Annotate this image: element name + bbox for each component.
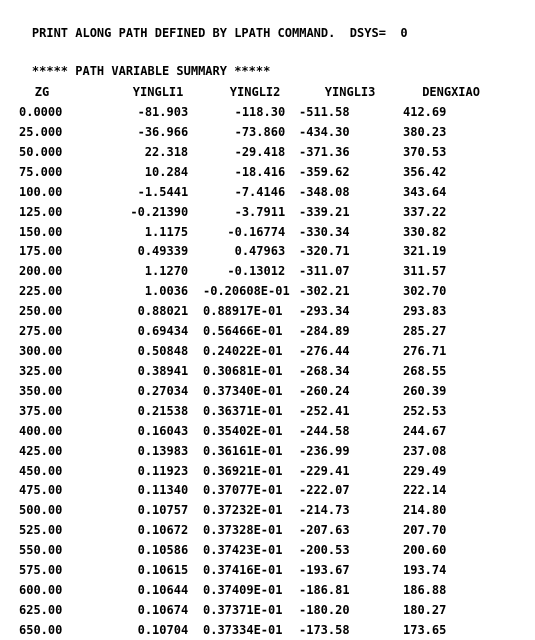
- table-cell-yingli2: -0.13012: [227, 264, 286, 279]
- table-cell-yingli2: 0.37409E-01: [203, 583, 283, 598]
- table-cell-dengxiao: 343.64: [403, 184, 447, 199]
- table-cell-yingli1: 0.13983: [137, 443, 189, 458]
- table-cell-dengxiao: 268.55: [403, 363, 447, 378]
- table-cell-yingli2: -18.416: [234, 164, 286, 179]
- table-cell-zg: 0.0000: [19, 105, 63, 119]
- table-cell-yingli1: -36.966: [137, 124, 189, 139]
- table-cell-dengxiao: 173.65: [403, 622, 447, 637]
- table-cell-zg: 300.00: [19, 344, 63, 359]
- table-cell-yingli1: 0.10704: [137, 622, 189, 637]
- summary-title-text: ***** PATH VARIABLE SUMMARY *****: [31, 63, 271, 78]
- table-cell-yingli3: -434.30: [299, 124, 350, 139]
- table-cell-zg: 175.00: [19, 244, 63, 259]
- table-cell-yingli1: 0.69434: [137, 324, 189, 339]
- table-cell-yingli3: -330.34: [299, 224, 350, 239]
- table-cell-dengxiao: 222.14: [403, 483, 447, 498]
- table-cell-dengxiao: 193.74: [403, 563, 447, 578]
- table-cell-yingli3: -339.21: [299, 204, 350, 219]
- table-cell-yingli3: -222.07: [299, 483, 350, 498]
- table-cell-dengxiao: 302.70: [403, 284, 447, 299]
- table-cell-yingli1: 0.10672: [137, 523, 189, 538]
- table-cell-zg: 400.00: [19, 423, 63, 438]
- table-cell-yingli3: -229.41: [299, 463, 350, 478]
- table-cell-yingli1: 0.11340: [137, 483, 189, 498]
- table-cell-zg: 125.00: [19, 204, 63, 219]
- table-cell-dengxiao: 252.53: [403, 403, 447, 418]
- table-cell-yingli1: 0.50848: [137, 344, 189, 359]
- table-cell-yingli3: -193.67: [299, 563, 350, 578]
- table-cell-zg: 575.00: [19, 563, 63, 578]
- table-cell-dengxiao: 244.67: [403, 423, 447, 438]
- table-cell-yingli2: -0.20608E-01: [203, 284, 290, 299]
- print-header-line: [3, 4, 408, 40]
- table-cell-yingli1: 0.10615: [137, 563, 189, 578]
- table-cell-yingli3: -268.34: [299, 363, 350, 378]
- table-cell-yingli2: 0.37232E-01: [203, 503, 283, 518]
- table-cell-dengxiao: 330.82: [403, 224, 447, 239]
- table-cell-yingli1: 0.11923: [137, 463, 189, 478]
- table-cell-yingli2: 0.37371E-01: [203, 603, 283, 617]
- table-cell-dengxiao: 207.70: [403, 523, 447, 538]
- table-cell-zg: 200.00: [19, 264, 63, 279]
- table-cell-zg: 625.00: [19, 603, 63, 617]
- table-cell-zg: 25.000: [19, 124, 63, 139]
- table-cell-yingli2: 0.24022E-01: [203, 344, 283, 359]
- table-cell-yingli3: -311.07: [299, 264, 350, 279]
- table-cell-yingli1: 10.284: [144, 164, 189, 179]
- table-cell-yingli1: 0.16043: [137, 423, 189, 438]
- table-cell-yingli2: 0.36161E-01: [203, 443, 283, 458]
- print-header-text: PRINT ALONG PATH DEFINED BY LPATH COMMAND. DSYS= 0: [31, 25, 408, 40]
- table-cell-yingli3: -359.62: [299, 164, 350, 179]
- table-cell-dengxiao: 260.39: [403, 383, 447, 398]
- table-cell-yingli3: -348.08: [299, 184, 350, 199]
- table-cell-yingli3: -180.20: [299, 603, 350, 617]
- table-cell-zg: 525.00: [19, 523, 63, 538]
- table-cell-zg: 350.00: [19, 383, 63, 398]
- table-cell-dengxiao: 412.69: [403, 105, 447, 119]
- table-cell-yingli2: -3.7911: [234, 204, 286, 219]
- table-cell-yingli1: 1.0036: [144, 284, 189, 299]
- table-cell-zg: 50.000: [19, 144, 63, 159]
- table-cell-yingli2: 0.37077E-01: [203, 483, 283, 498]
- table-cell-yingli1: 0.10757: [137, 503, 189, 518]
- table-cell-yingli3: -207.63: [299, 523, 350, 538]
- table-cell-yingli1: 1.1175: [144, 224, 189, 239]
- table-cell-dengxiao: 186.88: [403, 583, 447, 598]
- column-header-zg: ZG: [34, 85, 50, 99]
- table-cell-dengxiao: 293.83: [403, 304, 447, 319]
- table-cell-yingli2: 0.30681E-01: [203, 363, 283, 378]
- table-cell-zg: 225.00: [19, 284, 63, 299]
- table-cell-yingli1: 0.38941: [137, 363, 189, 378]
- table-cell-yingli1: -1.5441: [137, 184, 189, 199]
- table-cell-yingli3: -276.44: [299, 344, 350, 359]
- table-cell-dengxiao: 237.08: [403, 443, 447, 458]
- table-cell-yingli3: -260.24: [299, 383, 350, 398]
- table-cell-zg: 325.00: [19, 363, 63, 378]
- table-cell-zg: 250.00: [19, 304, 63, 319]
- table-cell-yingli3: -173.58: [299, 622, 350, 637]
- table-cell-yingli3: -511.58: [299, 105, 350, 119]
- table-cell-yingli2: -0.16774: [227, 224, 286, 239]
- table-cell-yingli2: 0.36921E-01: [203, 463, 283, 478]
- table-cell-yingli1: 22.318: [144, 144, 189, 159]
- table-cell-yingli3: -244.58: [299, 423, 350, 438]
- table-cell-zg: 600.00: [19, 583, 63, 598]
- table-cell-yingli3: -186.81: [299, 583, 350, 598]
- table-cell-yingli2: 0.37423E-01: [203, 543, 283, 558]
- table-cell-yingli2: 0.56466E-01: [203, 324, 283, 339]
- table-cell-yingli2: -118.30: [234, 105, 286, 119]
- table-cell-yingli2: 0.37334E-01: [203, 622, 283, 637]
- table-cell-dengxiao: 229.49: [403, 463, 447, 478]
- column-header-yingli1: YINGLI1: [132, 85, 184, 99]
- table-cell-yingli2: -7.4146: [234, 184, 286, 199]
- table-cell-yingli2: 0.37328E-01: [203, 523, 283, 538]
- table-cell-yingli3: -284.89: [299, 324, 350, 339]
- table-cell-zg: 650.00: [19, 622, 63, 637]
- table-cell-dengxiao: 370.53: [403, 144, 447, 159]
- table-cell-dengxiao: 321.19: [403, 244, 447, 259]
- table-cell-zg: 375.00: [19, 403, 63, 418]
- column-header-dengxiao: DENGXIAO: [422, 85, 480, 99]
- table-cell-yingli1: 1.1270: [144, 264, 189, 279]
- table-cell-dengxiao: 380.23: [403, 124, 447, 139]
- table-cell-yingli3: -320.71: [299, 244, 350, 259]
- table-cell-zg: 275.00: [19, 324, 63, 339]
- table-cell-yingli2: 0.88917E-01: [203, 304, 283, 319]
- table-cell-dengxiao: 180.27: [403, 603, 447, 617]
- table-cell-yingli1: 0.10586: [137, 543, 189, 558]
- table-cell-yingli1: -0.21390: [130, 204, 189, 219]
- table-cell-zg: 450.00: [19, 463, 63, 478]
- table-cell-yingli1: 0.49339: [137, 244, 189, 259]
- table-cell-yingli3: -200.53: [299, 543, 350, 558]
- table-cell-yingli1: 0.21538: [137, 403, 189, 418]
- table-cell-zg: 425.00: [19, 443, 63, 458]
- table-cell-yingli2: -29.418: [234, 144, 286, 159]
- table-cell-yingli1: 0.10644: [137, 583, 189, 598]
- table-cell-zg: 550.00: [19, 543, 63, 558]
- table-cell-yingli3: -252.41: [299, 403, 350, 418]
- table-cell-zg: 75.000: [19, 164, 63, 179]
- column-header-yingli2: YINGLI2: [229, 85, 281, 99]
- table-cell-yingli3: -371.36: [299, 144, 350, 159]
- table-cell-yingli2: 0.35402E-01: [203, 423, 283, 438]
- table-cell-yingli3: -236.99: [299, 443, 350, 458]
- table-cell-yingli2: 0.37416E-01: [203, 563, 283, 578]
- table-cell-dengxiao: 214.80: [403, 503, 447, 518]
- table-cell-yingli1: 0.10674: [137, 603, 189, 617]
- table-cell-dengxiao: 200.60: [403, 543, 447, 558]
- table-cell-zg: 475.00: [19, 483, 63, 498]
- table-cell-dengxiao: 356.42: [403, 164, 447, 179]
- table-cell-dengxiao: 276.71: [403, 344, 447, 359]
- table-cell-dengxiao: 337.22: [403, 204, 447, 219]
- table-cell-dengxiao: 285.27: [403, 324, 447, 339]
- table-cell-yingli3: -302.21: [299, 284, 350, 299]
- table-cell-yingli2: 0.47963: [234, 244, 286, 259]
- table-cell-yingli1: 0.88021: [137, 304, 189, 319]
- table-cell-yingli1: 0.27034: [137, 383, 189, 398]
- table-cell-zg: 150.00: [19, 224, 63, 239]
- table-cell-yingli2: 0.37340E-01: [203, 383, 283, 398]
- table-cell-yingli3: -214.73: [299, 503, 350, 518]
- table-cell-zg: 500.00: [19, 503, 63, 518]
- table-cell-zg: 100.00: [19, 184, 63, 199]
- table-cell-yingli3: -293.34: [299, 304, 350, 319]
- table-cell-yingli1: -81.903: [137, 105, 189, 119]
- summary-title-line: [3, 42, 271, 78]
- table-cell-yingli2: 0.36371E-01: [203, 403, 283, 418]
- table-cell-yingli2: -73.860: [234, 124, 286, 139]
- column-header-yingli3: YINGLI3: [324, 85, 376, 99]
- table-cell-dengxiao: 311.57: [403, 264, 447, 279]
